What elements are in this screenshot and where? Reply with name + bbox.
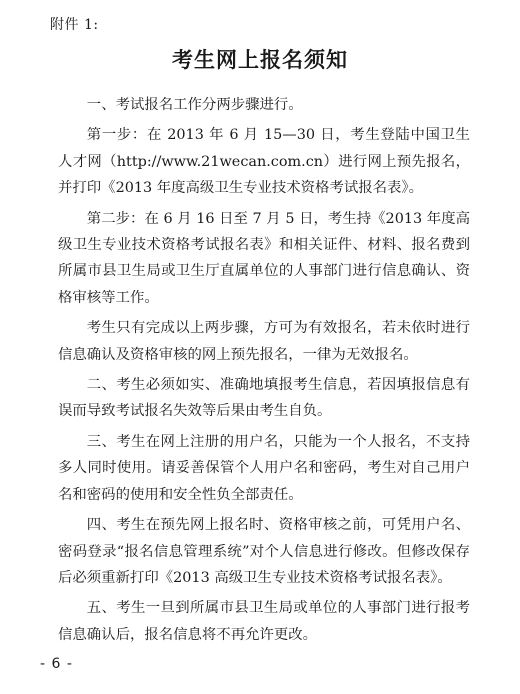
page-number: - 6 -	[40, 656, 73, 672]
paragraph-item-two: 二、考生必须如实、准确地填报考生信息，若因填报信息有误而导致考试报名失效等后果由考生自负。	[58, 377, 470, 420]
paragraph-valid-registration: 考生只有完成以上两步骤，方可为有效报名，若未依时进行信息确认及资格审核的网上预先报名，一律为无效报名。	[58, 320, 470, 363]
paragraph-item-five: 五、考生一旦到所属市县卫生局或单位的人事部门进行报考信息确认后，报名信息将不再允许更改。	[58, 600, 470, 643]
attachment-label: 附件 1:	[50, 17, 99, 33]
paragraph-item-three: 三、考生在网上注册的用户名，只能为一个人报名，不支持多人同时使用。请妥善保管个人用户名和密码，考生对自己用户名和密码的使用和安全性负全部责任。	[58, 433, 470, 503]
paragraph-step-overview: 一、考试报名工作分两步骤进行。	[86, 97, 303, 113]
document-body	[58, 92, 470, 652]
paragraph-step-one: 第一步：在 2013 年 6 月 15—30 日，考生登陆中国卫生人才网（http://www.21wecan.com.cn）进行网上预先报名，并打印《2013 年度高级卫生专业技术资格考试报名表》。	[58, 127, 470, 197]
paragraph-step-two: 第二步：在 6 月 16 日至 7 月 5 日，考生持《2013 年度高级卫生专业技术资格考试报名表》和相关证件、材料、报名费到所属市县卫生局或卫生厅直属单位的人事部门进行信息确认、资格审核等工作。	[58, 210, 470, 306]
document-title: 考生网上报名须知	[172, 48, 348, 72]
paragraph-item-four: 四、考生在预先网上报名时、资格审核之前，可凭用户名、密码登录“报名信息管理系统”对个人信息进行修改。但修改保存后必须重新打印《2013 高级卫生专业技术资格考试报名表》。	[58, 517, 470, 586]
